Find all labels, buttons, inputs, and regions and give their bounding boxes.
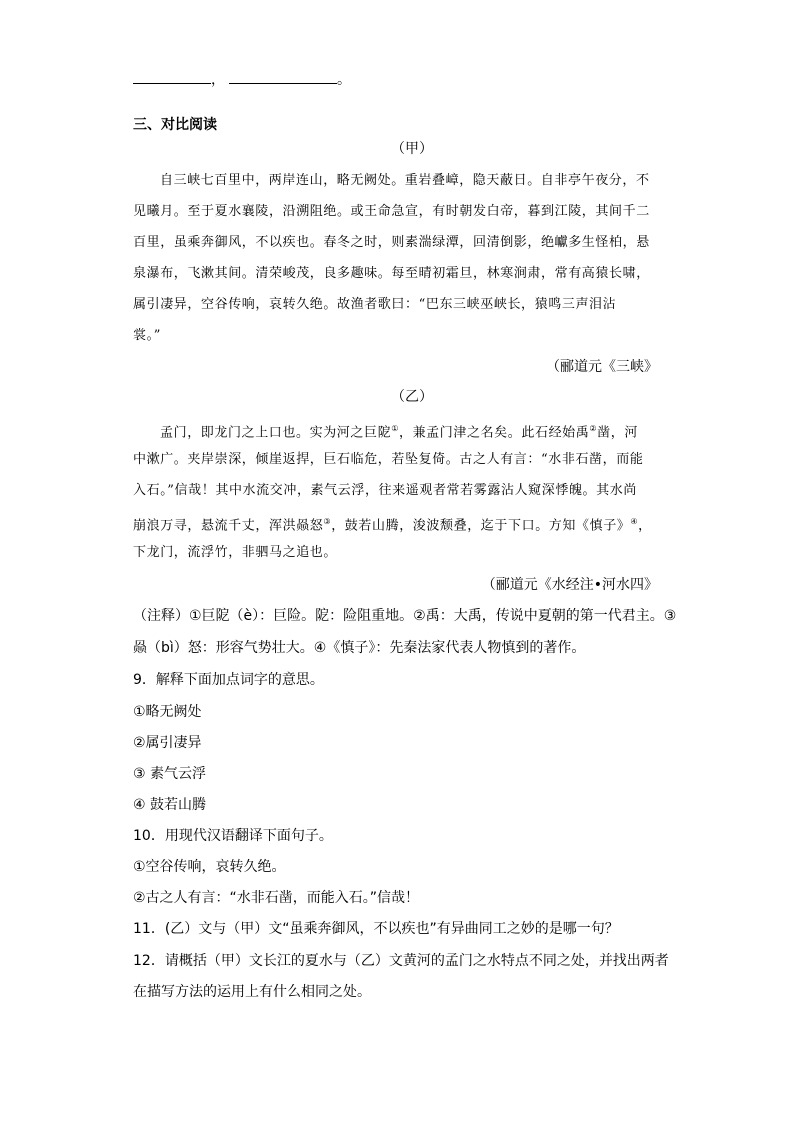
yi-text: ，兼孟门津之名矣。此石经始禹 [398, 425, 590, 441]
yi-text: ，鼓若山腾，浚波颓叠，迄于下口。方知《慎子》 [331, 518, 631, 534]
question-12-continued: 在描写方法的运用上有什么相同之处。 [133, 984, 371, 1000]
question-9-item: ②属引凄异 [133, 735, 202, 751]
passage-yi-line [133, 513, 652, 535]
passage-yi-line: 下龙门，流浮竹，非驷马之追也。 [133, 545, 338, 560]
passage-jia-line: 裳。” [133, 328, 161, 343]
yi-text: 凿，河 [597, 425, 638, 441]
question-10-item: ②古之人有言：“水非石凿，而能入石。”信哉！ [133, 890, 420, 906]
question-10-item: ①空谷传响，哀转久绝。 [133, 859, 286, 875]
comma: ， [211, 72, 225, 88]
section-title: 三、对比阅读 [133, 117, 217, 133]
passage-jia-line: 泉瀑布，飞漱其间。清荣峻茂，良多趣味。每至晴初霜旦，林寒涧肃，常有高猿长啸， [133, 266, 650, 281]
yi-text: 孟门，即龙门之上口也。实为河之巨阸 [160, 425, 392, 441]
passage-yi-line: 中漱广。夹岸崇深，倾崖返捍，巨石临危，若坠复倚。古之人有言：“水非石凿，而能 [133, 452, 644, 467]
answer-blank-1 [133, 70, 211, 84]
footnote-marker: ① [391, 424, 399, 433]
passage-yi-label: （乙） [391, 389, 433, 405]
passage-jia-source: （郦道元《三峡》 [546, 359, 658, 375]
question-9-item: ③ 素气云浮 [133, 766, 207, 782]
period: 。 [337, 72, 351, 88]
passage-yi-line: 入石。”信哉！其中水流交冲，素气云浮，往来遥观者常若雾露沾人窥深悸魄。其水尚 [133, 483, 637, 498]
yi-text: 崩浪万寻，悬流千丈，浑洪赑怒 [133, 518, 324, 534]
passage-jia-line: 百里，虽乘奔御风，不以疾也。春冬之时，则素湍绿潭，回清倒影，绝巘多生怪柏，悬 [133, 235, 650, 250]
question-9: 9．解释下面加点词字的意思。 [133, 672, 324, 688]
question-11: 11．(乙）文与（甲）文“虽乘奔御风，不以疾也”有异曲同工之妙的是哪一句？ [133, 921, 619, 937]
passage-jia-label: （甲） [391, 141, 433, 157]
passage-yi-line [160, 420, 638, 442]
notes-line: （注释）①巨阸（è）：巨险。阸：险阻重地。②禹：大禹，传说中夏朝的第一代君主。③ [133, 608, 677, 624]
yi-text: ， [638, 518, 652, 534]
answer-blank-line [133, 70, 351, 89]
footnote-marker: ② [589, 424, 598, 433]
passage-jia-line: 见曦月。至于夏水襄陵，沿溯阻绝。或王命急宣，有时朝发白帝，暮到江陵，其间千二 [133, 204, 650, 219]
question-12: 12．请概括（甲）文长江的夏水与（乙）文黄河的孟门之水特点不同之处，并找出两者 [133, 953, 669, 969]
passage-yi-source: （郦道元《水经注•河水四》 [481, 577, 658, 593]
passage-jia-line: 自三峡七百里中，两岸连山，略无阙处。重岩叠嶂，隐天蔽日。自非亭午夜分，不 [160, 173, 650, 188]
question-9-item: ①略无阙处 [133, 704, 202, 720]
footnote-marker: ④ [630, 517, 639, 526]
footnote-marker: ③ [323, 517, 332, 526]
question-10: 10．用现代汉语翻译下面句子。 [133, 828, 333, 844]
passage-jia-line: 属引凄异，空谷传响，哀转久绝。故渔者歌曰：“巴东三峡巫峡长，猿鸣三声泪沾 [133, 297, 617, 312]
notes-line: 赑（bì）怒：形容气势壮大。④《慎子》：先秦法家代表人物慎到的著作。 [133, 640, 586, 656]
question-9-item: ④ 鼓若山腾 [133, 797, 207, 813]
answer-blank-2 [229, 70, 337, 84]
